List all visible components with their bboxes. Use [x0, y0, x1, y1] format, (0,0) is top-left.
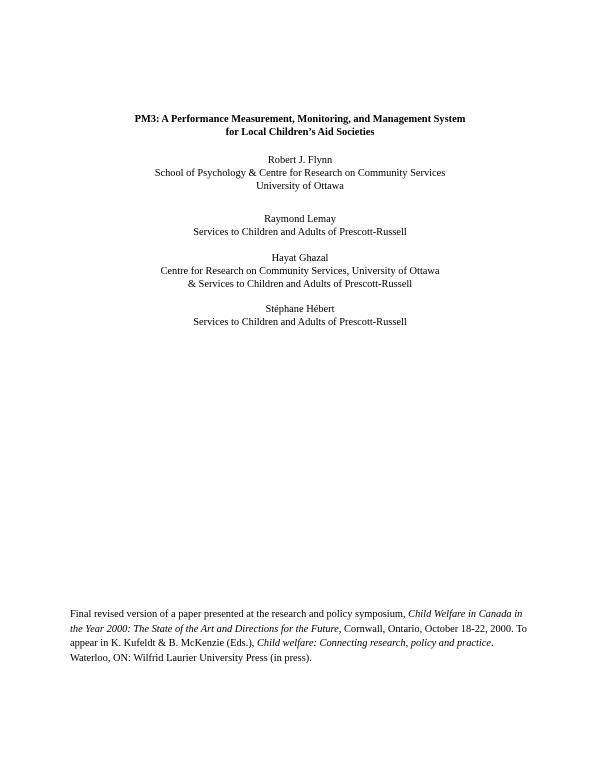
paper-title: [0, 113, 600, 139]
author-affiliation: Services to Children and Adults of Prescott-Russell: [193, 317, 407, 328]
book-title: Child welfare: Connecting research, policy and practice: [256, 638, 492, 650]
author-name: Stéphane Hébert: [265, 304, 335, 315]
author-block-lemay: [0, 213, 600, 239]
author-affiliation: School of Psychology & Centre for Research on Community Services: [154, 168, 446, 179]
note-text: , Cornwall, Ontario, October 18-22, 2000. To appear in K. Kufeldt & B. McKenzie (Eds.),: [70, 623, 527, 650]
author-affiliation: Centre for Research on Community Services, University of Ottawa: [160, 266, 440, 277]
symposium-title: Child Welfare in Canada in the Year 2000: The State of the Art and Directions for the Future: [70, 609, 523, 635]
author-affiliation: Services to Children and Adults of Prescott-Russell: [193, 227, 407, 238]
note-text: . Waterloo, ON: Wilfrid Laurier University Press (in press).: [70, 638, 494, 664]
title-line-2: for Local Children’s Aid Societies: [225, 127, 375, 138]
note-text: Final revised version of a paper presented at the research and policy symposium,: [70, 609, 409, 620]
author-block-hebert: [0, 303, 600, 329]
author-block-ghazal: [0, 252, 600, 291]
author-affiliation: University of Ottawa: [256, 181, 344, 192]
publication-footnote: [70, 608, 532, 666]
title-line-1: PM3: A Performance Measurement, Monitoring, and Management System: [134, 114, 466, 125]
author-name: Hayat Ghazal: [271, 253, 329, 264]
author-block-flynn: [0, 154, 600, 193]
author-name: Robert J. Flynn: [267, 155, 333, 166]
author-affiliation: & Services to Children and Adults of Prescott-Russell: [187, 279, 413, 290]
author-name: Raymond Lemay: [264, 214, 336, 225]
